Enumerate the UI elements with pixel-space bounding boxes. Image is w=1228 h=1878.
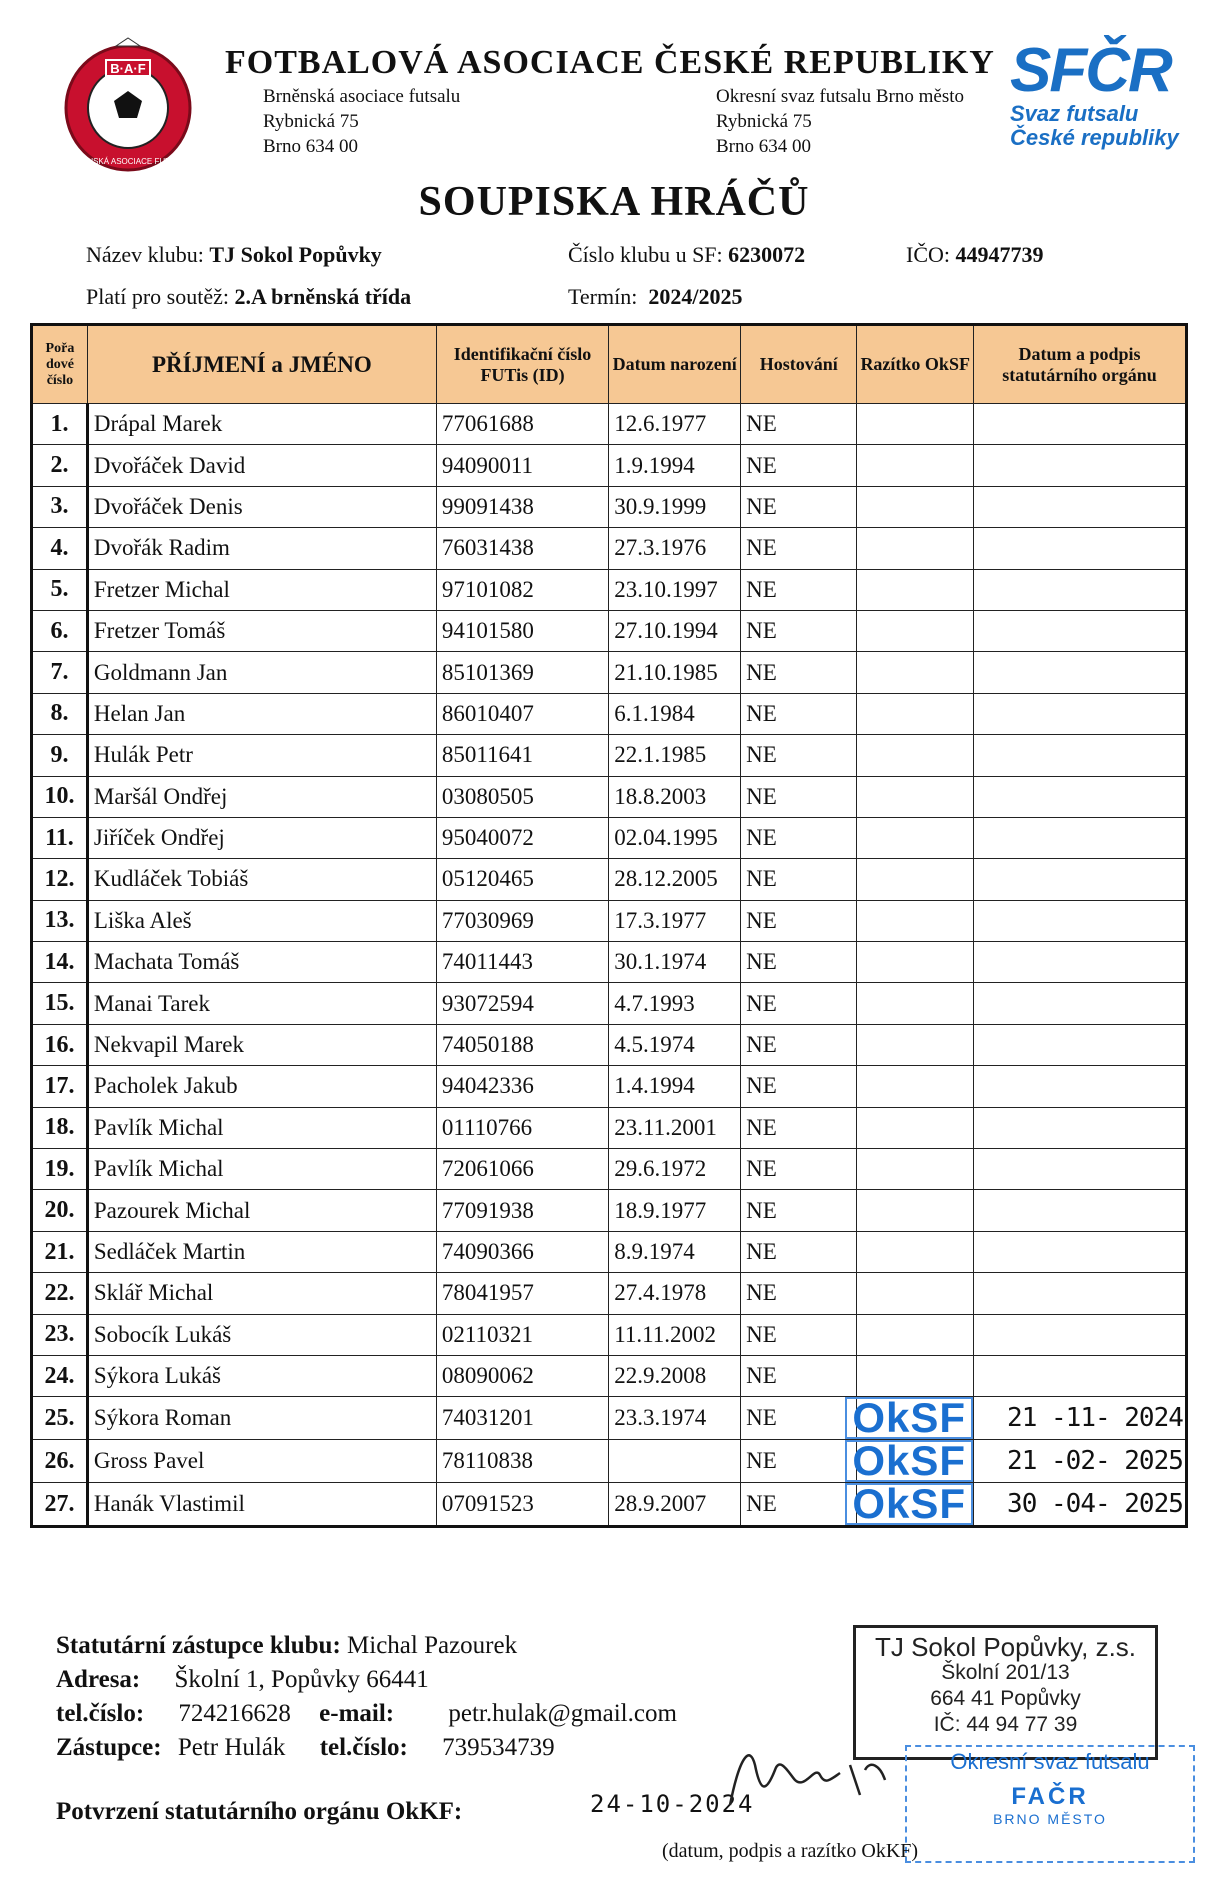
futis-id: 94042336 <box>436 1066 608 1107</box>
futis-id: 74031201 <box>436 1397 608 1440</box>
player-name: Sobocík Lukáš <box>87 1314 436 1355</box>
address-line: Rybnická 75 <box>716 111 812 132</box>
oksf-stamp-cell <box>857 1149 974 1190</box>
birth-date: 17.3.1977 <box>609 900 741 941</box>
row-number: 7. <box>32 652 88 693</box>
table-row <box>32 1355 1187 1396</box>
birth-date: 11.11.2002 <box>609 1314 741 1355</box>
label: Termín: <box>568 284 638 309</box>
sign-date-cell <box>974 983 1187 1024</box>
table-row <box>32 1231 1187 1272</box>
table-row <box>32 983 1187 1024</box>
futis-id: 86010407 <box>436 693 608 734</box>
player-name: Pavlík Michal <box>87 1149 436 1190</box>
contact-line <box>56 1700 677 1728</box>
col-header-guest: Hostování <box>741 325 857 404</box>
birth-date: 23.10.1997 <box>609 569 741 610</box>
row-number: 25. <box>32 1397 88 1440</box>
player-name: Maršál Ondřej <box>87 776 436 817</box>
oksf-stamp-cell <box>857 1314 974 1355</box>
sign-date-cell <box>974 1231 1187 1272</box>
table-row <box>32 1190 1187 1231</box>
futis-id: 78041957 <box>436 1273 608 1314</box>
col-header-stamp: Razítko OkSF <box>857 325 974 404</box>
roster-body <box>32 404 1187 1527</box>
guest-status: NE <box>741 1231 857 1272</box>
oksf-stamp: OkSF <box>845 1483 973 1525</box>
row-number: 23. <box>32 1314 88 1355</box>
confirmation-line <box>56 1798 462 1826</box>
row-number: 3. <box>32 486 88 527</box>
table-row <box>32 1397 1187 1440</box>
birth-date: 27.3.1976 <box>609 528 741 569</box>
table-row <box>32 528 1187 569</box>
player-name: Fretzer Tomáš <box>87 610 436 651</box>
guest-status: NE <box>741 404 857 445</box>
federation-title: FOTBALOVÁ ASOCIACE ČESKÉ REPUBLIKY <box>225 44 995 81</box>
sign-date-cell <box>974 776 1187 817</box>
document-title: SOUPISKA HRÁČŮ <box>418 179 810 225</box>
guest-status: NE <box>741 983 857 1024</box>
signature-date: 30 -04- 2025 <box>1007 1489 1183 1520</box>
oksf-stamp-cell <box>857 942 974 983</box>
col-header-sign: Datum a podpis statutárního orgánu <box>974 325 1187 404</box>
guest-status: NE <box>741 859 857 900</box>
sign-date-cell <box>974 1149 1187 1190</box>
futis-id: 78110838 <box>436 1440 608 1483</box>
address-line: Rybnická 75 <box>263 111 359 132</box>
table-row <box>32 404 1187 445</box>
birth-date: 18.8.2003 <box>609 776 741 817</box>
sign-date-cell <box>974 610 1187 651</box>
label: Číslo klubu u SF: <box>568 242 723 267</box>
oksf-stamp-cell <box>857 900 974 941</box>
table-row <box>32 1483 1187 1527</box>
club-name: TJ Sokol Popůvky <box>209 242 382 267</box>
club-name-field <box>86 242 382 268</box>
oksf-stamp: OkSF <box>845 1397 973 1439</box>
birth-date: 4.7.1993 <box>609 983 741 1024</box>
futis-id: 07091523 <box>436 1483 608 1527</box>
futis-id: 02110321 <box>436 1314 608 1355</box>
row-number: 18. <box>32 1107 88 1148</box>
guest-status: NE <box>741 1397 857 1440</box>
futis-id: 01110766 <box>436 1107 608 1148</box>
guest-status: NE <box>741 528 857 569</box>
baf-logo <box>58 36 198 176</box>
oksf-stamp-cell <box>857 859 974 900</box>
player-name: Liška Aleš <box>87 900 436 941</box>
player-name: Machata Tomáš <box>87 942 436 983</box>
oksf-stamp-cell <box>857 983 974 1024</box>
sign-date-cell <box>974 859 1187 900</box>
player-name: Sýkora Lukáš <box>87 1355 436 1396</box>
row-number: 27. <box>32 1483 88 1527</box>
futis-id: 74050188 <box>436 1024 608 1065</box>
table-row <box>32 1149 1187 1190</box>
table-row <box>32 859 1187 900</box>
table-row <box>32 1107 1187 1148</box>
table-row <box>32 445 1187 486</box>
player-name: Sýkora Roman <box>87 1397 436 1440</box>
oksf-stamp-cell <box>857 1107 974 1148</box>
sfcr-logo <box>1010 36 1210 150</box>
birth-date: 27.4.1978 <box>609 1273 741 1314</box>
table-row <box>32 1024 1187 1065</box>
competition-field <box>86 284 411 310</box>
futis-id: 77061688 <box>436 404 608 445</box>
player-name: Hanák Vlastimil <box>87 1483 436 1527</box>
oksf-stamp-cell <box>857 817 974 858</box>
futis-id: 08090062 <box>436 1355 608 1396</box>
phone: 724216628 <box>178 1700 291 1727</box>
stamp-line: FAČR <box>1011 1783 1089 1810</box>
birth-date: 8.9.1974 <box>609 1231 741 1272</box>
futis-id: 74090366 <box>436 1231 608 1272</box>
row-number: 20. <box>32 1190 88 1231</box>
birth-date: 30.9.1999 <box>609 486 741 527</box>
guest-status: NE <box>741 735 857 776</box>
label: tel.číslo: <box>56 1700 145 1727</box>
player-name: Dvořáček Denis <box>87 486 436 527</box>
address: Školní 1, Popůvky 66441 <box>174 1666 429 1693</box>
birth-date: 22.9.2008 <box>609 1355 741 1396</box>
row-number: 12. <box>32 859 88 900</box>
table-row <box>32 1440 1187 1483</box>
row-number: 4. <box>32 528 88 569</box>
oksf-stamp-cell <box>857 528 974 569</box>
player-name: Helan Jan <box>87 693 436 734</box>
sign-date-cell <box>974 1314 1187 1355</box>
row-number: 16. <box>32 1024 88 1065</box>
sign-date-cell <box>974 1355 1187 1396</box>
futis-id: 99091438 <box>436 486 608 527</box>
futis-id: 74011443 <box>436 942 608 983</box>
club-stamp <box>853 1625 1158 1760</box>
birth-date: 28.9.2007 <box>609 1483 741 1527</box>
player-name: Goldmann Jan <box>87 652 436 693</box>
oksf-stamp-cell <box>857 1231 974 1272</box>
futis-id: 77030969 <box>436 900 608 941</box>
futis-id: 72061066 <box>436 1149 608 1190</box>
col-header-id: Identifikační číslo FUTis (ID) <box>436 325 608 404</box>
competition: 2.A brněnská třída <box>234 284 412 309</box>
birth-date: 1.4.1994 <box>609 1066 741 1107</box>
oksf-stamp-cell <box>852 1480 974 1528</box>
rep-name: Petr Hulák <box>177 1734 286 1761</box>
ico-value: 44947739 <box>955 242 1044 267</box>
oksf-stamp-cell <box>857 1355 974 1396</box>
confirmation-date: 24-10-2024 <box>590 1790 755 1818</box>
player-name: Manai Tarek <box>87 983 436 1024</box>
oksf-stamp-cell <box>857 652 974 693</box>
stamp-line: Okresní svaz futsalu <box>950 1749 1150 1774</box>
oksf-stamp-cell <box>857 569 974 610</box>
guest-status: NE <box>741 1066 857 1107</box>
birth-date: 30.1.1974 <box>609 942 741 983</box>
player-name: Pazourek Michal <box>87 1190 436 1231</box>
col-header-name: PŘÍJMENÍ a JMÉNO <box>87 325 436 404</box>
birth-date: 23.3.1974 <box>609 1397 741 1440</box>
sfcr-line1: Svaz futsalu <box>1010 101 1139 126</box>
row-number: 6. <box>32 610 88 651</box>
guest-status: NE <box>741 693 857 734</box>
stamp-line: BRNO MĚSTO <box>993 1811 1107 1827</box>
table-header-row <box>32 325 1187 404</box>
label: e-mail: <box>319 1700 395 1727</box>
stamp-line: IČ: 44 94 77 39 <box>933 1713 1078 1736</box>
player-name: Pavlík Michal <box>87 1107 436 1148</box>
statutory-rep <box>56 1632 517 1660</box>
birth-date: 29.6.1972 <box>609 1149 741 1190</box>
guest-status: NE <box>741 1483 857 1527</box>
birth-date: 6.1.1984 <box>609 693 741 734</box>
sign-date-cell <box>974 445 1187 486</box>
confirmation-caption: (datum, podpis a razítko OkKF) <box>662 1840 919 1862</box>
table-row <box>32 942 1187 983</box>
guest-status: NE <box>741 1273 857 1314</box>
oksf-stamp-cell <box>852 1437 974 1485</box>
oksf-stamp-cell <box>857 1190 974 1231</box>
oksf-stamp-cell <box>857 693 974 734</box>
oksf-stamp-cell <box>857 776 974 817</box>
oksf-stamp-cell <box>857 1273 974 1314</box>
birth-date: 12.6.1977 <box>609 404 741 445</box>
futis-id: 93072594 <box>436 983 608 1024</box>
birth-date: 1.9.1994 <box>609 445 741 486</box>
oksf-stamp-cell <box>852 1394 974 1442</box>
signature-date: 21 -11- 2024 <box>1007 1403 1183 1434</box>
label: Potvrzení statutárního orgánu OkKF: <box>56 1798 463 1825</box>
row-number: 17. <box>32 1066 88 1107</box>
row-number: 11. <box>32 817 88 858</box>
sign-date-cell <box>974 1107 1187 1148</box>
futis-id: 03080505 <box>436 776 608 817</box>
table-row <box>32 1066 1187 1107</box>
stamp-line: 664 41 Popůvky <box>930 1687 1081 1710</box>
address-line: Okresní svaz futsalu Brno město <box>716 86 965 107</box>
sign-date-cell <box>974 404 1187 445</box>
club-address <box>56 1666 429 1694</box>
row-number: 19. <box>32 1149 88 1190</box>
statutory-name: Michal Pazourek <box>347 1632 518 1659</box>
right-address <box>716 84 964 159</box>
row-number: 22. <box>32 1273 88 1314</box>
table-row <box>32 1273 1187 1314</box>
sign-date-cell <box>974 1440 1187 1483</box>
player-name: Jiříček Ondřej <box>87 817 436 858</box>
sign-date-cell <box>974 1397 1187 1440</box>
stamp-line: Školní 201/13 <box>941 1661 1070 1684</box>
oksf-stamp-cell <box>857 445 974 486</box>
birth-date <box>609 1440 741 1483</box>
futis-id: 95040072 <box>436 817 608 858</box>
rep-phone: 739534739 <box>442 1734 555 1761</box>
col-header-order: Pořa dové číslo <box>32 325 88 404</box>
guest-status: NE <box>741 776 857 817</box>
row-number: 13. <box>32 900 88 941</box>
left-address <box>263 84 460 159</box>
futis-id: 77091938 <box>436 1190 608 1231</box>
player-name: Sklář Michal <box>87 1273 436 1314</box>
table-row <box>32 776 1187 817</box>
guest-status: NE <box>741 817 857 858</box>
player-name: Dvořáček David <box>87 445 436 486</box>
club-number-field <box>568 242 805 268</box>
futis-id: 85101369 <box>436 652 608 693</box>
signature-date: 21 -02- 2025 <box>1007 1446 1183 1477</box>
sign-date-cell <box>974 652 1187 693</box>
player-name: Gross Pavel <box>87 1440 436 1483</box>
player-name: Fretzer Michal <box>87 569 436 610</box>
guest-status: NE <box>741 445 857 486</box>
ico-field <box>906 242 1044 268</box>
row-number: 24. <box>32 1355 88 1396</box>
sfcr-line2: České republiky <box>1010 125 1179 150</box>
row-number: 21. <box>32 1231 88 1272</box>
row-number: 26. <box>32 1440 88 1483</box>
player-name: Nekvapil Marek <box>87 1024 436 1065</box>
guest-status: NE <box>741 1355 857 1396</box>
guest-status: NE <box>741 1190 857 1231</box>
row-number: 10. <box>32 776 88 817</box>
player-name: Drápal Marek <box>87 404 436 445</box>
label: Statutární zástupce klubu: <box>56 1632 341 1659</box>
sign-date-cell <box>974 1190 1187 1231</box>
row-number: 14. <box>32 942 88 983</box>
email: petr.hulak@gmail.com <box>448 1700 677 1727</box>
okres-stamp <box>905 1745 1195 1863</box>
futis-id: 85011641 <box>436 735 608 776</box>
table-row <box>32 900 1187 941</box>
table-row <box>32 817 1187 858</box>
oksf-stamp-cell <box>857 1066 974 1107</box>
oksf-stamp-cell <box>857 735 974 776</box>
row-number: 9. <box>32 735 88 776</box>
table-row <box>32 735 1187 776</box>
sign-date-cell <box>974 528 1187 569</box>
birth-date: 21.10.1985 <box>609 652 741 693</box>
sign-date-cell <box>974 735 1187 776</box>
guest-status: NE <box>741 1024 857 1065</box>
player-roster-table <box>30 323 1188 1528</box>
svg-text:BRNĚNSKÁ ASOCIACE FUTSALU: BRNĚNSKÁ ASOCIACE FUTSALU <box>65 157 191 166</box>
oksf-stamp-cell <box>857 610 974 651</box>
term-field <box>568 284 742 310</box>
futis-id: 97101082 <box>436 569 608 610</box>
sign-date-cell <box>974 486 1187 527</box>
birth-date: 27.10.1994 <box>609 610 741 651</box>
guest-status: NE <box>741 942 857 983</box>
futis-id: 76031438 <box>436 528 608 569</box>
sign-date-cell <box>974 693 1187 734</box>
stamp-line: TJ Sokol Popůvky, z.s. <box>874 1632 1137 1662</box>
guest-status: NE <box>741 1314 857 1355</box>
label: tel.číslo: <box>319 1734 408 1761</box>
sign-date-cell <box>974 1273 1187 1314</box>
representative-line <box>56 1734 555 1762</box>
address-line: Brno 634 00 <box>263 136 358 157</box>
birth-date: 22.1.1985 <box>609 735 741 776</box>
guest-status: NE <box>741 900 857 941</box>
club-number: 6230072 <box>728 242 806 267</box>
label: IČO: <box>906 242 950 267</box>
birth-date: 02.04.1995 <box>609 817 741 858</box>
sign-date-cell <box>974 942 1187 983</box>
oksf-stamp-cell <box>857 404 974 445</box>
table-row <box>32 569 1187 610</box>
col-header-dob: Datum narození <box>609 325 741 404</box>
row-number: 1. <box>32 404 88 445</box>
sign-date-cell <box>974 817 1187 858</box>
sign-date-cell <box>974 569 1187 610</box>
term: 2024/2025 <box>648 284 743 309</box>
table-row <box>32 486 1187 527</box>
birth-date: 4.5.1974 <box>609 1024 741 1065</box>
sign-date-cell <box>974 1483 1187 1527</box>
table-row <box>32 610 1187 651</box>
player-name: Hulák Petr <box>87 735 436 776</box>
guest-status: NE <box>741 1149 857 1190</box>
guest-status: NE <box>741 1440 857 1483</box>
row-number: 8. <box>32 693 88 734</box>
label: Adresa: <box>56 1666 141 1693</box>
player-name: Pacholek Jakub <box>87 1066 436 1107</box>
table-row <box>32 1314 1187 1355</box>
player-name: Kudláček Tobiáš <box>87 859 436 900</box>
birth-date: 23.11.2001 <box>609 1107 741 1148</box>
label: Název klubu: <box>86 242 204 267</box>
oksf-stamp-cell <box>857 1024 974 1065</box>
futis-id: 94101580 <box>436 610 608 651</box>
row-number: 2. <box>32 445 88 486</box>
row-number: 15. <box>32 983 88 1024</box>
svg-text:B·A·F: B·A·F <box>110 61 146 76</box>
oksf-stamp: OkSF <box>845 1440 973 1482</box>
table-row <box>32 693 1187 734</box>
guest-status: NE <box>741 610 857 651</box>
futis-id: 94090011 <box>436 445 608 486</box>
table-row <box>32 652 1187 693</box>
birth-date: 28.12.2005 <box>609 859 741 900</box>
guest-status: NE <box>741 652 857 693</box>
sign-date-cell <box>974 1024 1187 1065</box>
player-name: Sedláček Martin <box>87 1231 436 1272</box>
sfcr-mark: SFČR <box>1010 36 1171 105</box>
futis-id: 05120465 <box>436 859 608 900</box>
sign-date-cell <box>974 1066 1187 1107</box>
oksf-stamp-cell <box>857 486 974 527</box>
label: Zástupce: <box>56 1734 162 1761</box>
address-line: Brněnská asociace futsalu <box>263 86 461 107</box>
guest-status: NE <box>741 1107 857 1148</box>
guest-status: NE <box>741 486 857 527</box>
birth-date: 18.9.1977 <box>609 1190 741 1231</box>
address-line: Brno 634 00 <box>716 136 811 157</box>
guest-status: NE <box>741 569 857 610</box>
row-number: 5. <box>32 569 88 610</box>
player-name: Dvořák Radim <box>87 528 436 569</box>
label: Platí pro soutěž: <box>86 284 229 309</box>
sign-date-cell <box>974 900 1187 941</box>
